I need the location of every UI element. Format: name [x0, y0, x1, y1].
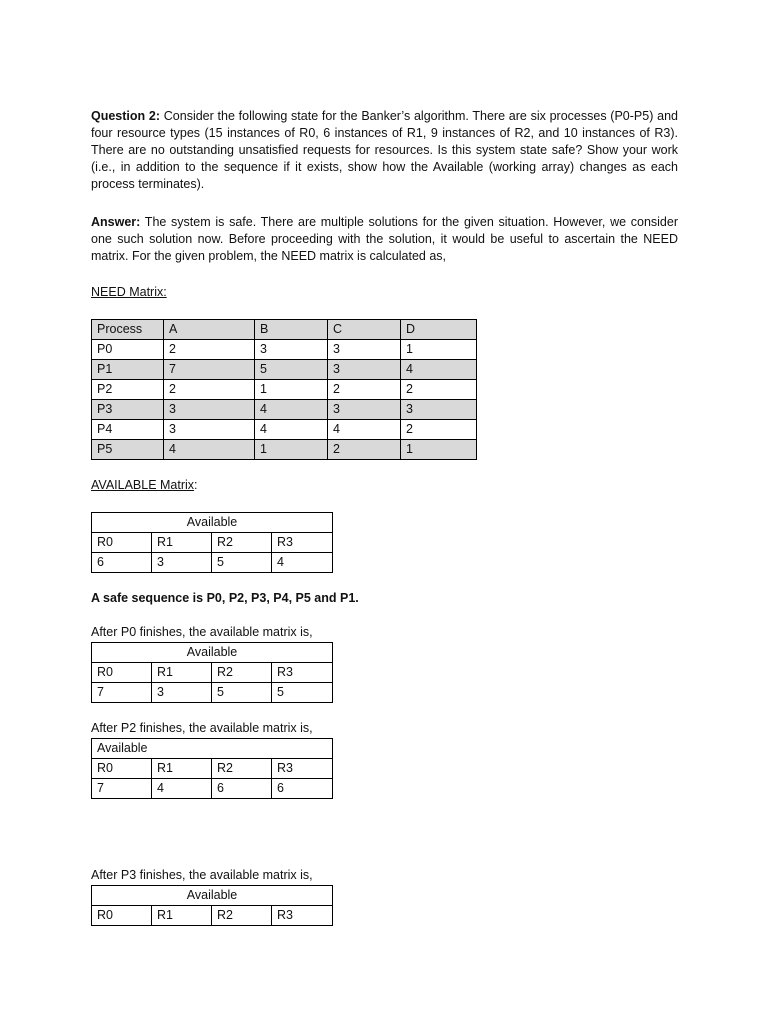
available-header-cell: R0 — [92, 759, 152, 779]
question-text: Consider the following state for the Banker’s algorithm. There are six processes (P0-P5) and four resource types (15 instances of R0, 6 instances of R1, 9 instances of R2, and 10 instances of R3). There are no outstanding unsatisfied requests for resources. Is this system state safe? Show your work (i.e., in addition to the sequence if it exists, show how the Available (working array) changes as each process terminates). — [91, 109, 678, 191]
available-header-cell: R3 — [272, 663, 333, 683]
available-header-cell: R2 — [212, 663, 272, 683]
available-table-after-p3 — [91, 885, 333, 926]
available-header-cell: R3 — [272, 533, 333, 553]
need-cell: P0 — [92, 340, 164, 360]
need-table-row — [92, 440, 477, 460]
available-title-row — [92, 513, 333, 533]
available-title: Available — [92, 739, 333, 759]
available-title-row — [92, 643, 333, 663]
need-table-row — [92, 360, 477, 380]
need-cell: 1 — [401, 340, 477, 360]
available-value-cell: 4 — [272, 553, 333, 573]
need-cell: P3 — [92, 400, 164, 420]
available-value-cell: 7 — [92, 779, 152, 799]
need-cell: 4 — [164, 440, 255, 460]
available-table-after-p2 — [91, 738, 333, 799]
need-cell: 4 — [255, 400, 328, 420]
need-header-cell: B — [255, 320, 328, 340]
available-value-cell: 6 — [92, 553, 152, 573]
available-header-cell: R0 — [92, 533, 152, 553]
question-label: Question 2: — [91, 109, 161, 123]
need-cell: 5 — [255, 360, 328, 380]
need-cell: 3 — [328, 360, 401, 380]
available-title-row — [92, 886, 333, 906]
available-header-cell: R0 — [92, 663, 152, 683]
available-header-cell: R1 — [152, 663, 212, 683]
safe-sequence-prefix: A safe sequence is — [91, 591, 207, 605]
available-title: Available — [92, 643, 333, 663]
need-cell: 3 — [255, 340, 328, 360]
need-cell: P4 — [92, 420, 164, 440]
need-cell: 4 — [328, 420, 401, 440]
need-cell: 2 — [401, 420, 477, 440]
need-matrix-table — [91, 319, 477, 460]
available-value-row — [92, 779, 333, 799]
available-header-cell: R2 — [212, 533, 272, 553]
answer-label: Answer: — [91, 215, 141, 229]
need-cell: 2 — [328, 380, 401, 400]
need-cell: 2 — [164, 340, 255, 360]
available-heading-text: AVAILABLE Matrix — [91, 478, 195, 492]
available-value-cell: 5 — [212, 553, 272, 573]
after-p0-caption: After P0 finishes, the available matrix is, — [91, 625, 313, 639]
available-header-cell: R1 — [152, 533, 212, 553]
available-title: Available — [92, 513, 333, 533]
available-header-cell: R0 — [92, 906, 152, 926]
available-value-cell: 3 — [152, 553, 212, 573]
available-header-row — [92, 906, 333, 926]
need-cell: 2 — [401, 380, 477, 400]
need-cell: 1 — [401, 440, 477, 460]
need-cell: P5 — [92, 440, 164, 460]
need-cell: 3 — [328, 400, 401, 420]
available-title-row — [92, 739, 333, 759]
need-cell: 2 — [164, 380, 255, 400]
after-p3-caption: After P3 finishes, the available matrix is, — [91, 868, 313, 882]
available-header-cell: R1 — [152, 906, 212, 926]
available-value-cell: 4 — [152, 779, 212, 799]
need-cell: 2 — [328, 440, 401, 460]
need-matrix-heading: NEED Matrix: — [91, 285, 167, 299]
available-value-cell: 7 — [92, 683, 152, 703]
answer-paragraph — [91, 214, 678, 265]
need-cell: 1 — [255, 440, 328, 460]
need-cell: P1 — [92, 360, 164, 380]
need-cell: 3 — [328, 340, 401, 360]
available-header-cell: R3 — [272, 759, 333, 779]
available-header-cell: R3 — [272, 906, 333, 926]
available-header-cell: R2 — [212, 906, 272, 926]
need-header-cell: D — [401, 320, 477, 340]
available-table-initial — [91, 512, 333, 573]
available-header-cell: R1 — [152, 759, 212, 779]
available-value-cell: 6 — [212, 779, 272, 799]
available-value-row — [92, 553, 333, 573]
need-header-cell: C — [328, 320, 401, 340]
question-paragraph — [91, 108, 678, 193]
available-value-cell: 5 — [272, 683, 333, 703]
need-cell: 3 — [401, 400, 477, 420]
available-heading-colon: : — [194, 478, 198, 492]
available-header-row — [92, 533, 333, 553]
need-table-row — [92, 380, 477, 400]
need-header-cell: Process — [92, 320, 164, 340]
available-matrix-heading — [91, 477, 198, 494]
available-table-after-p0 — [91, 642, 333, 703]
safe-sequence-value: P0, P2, P3, P4, P5 and P1. — [206, 591, 359, 605]
available-header-cell: R2 — [212, 759, 272, 779]
safe-sequence-line — [91, 590, 359, 607]
available-header-row — [92, 759, 333, 779]
available-value-cell: 6 — [272, 779, 333, 799]
answer-text: The system is safe. There are multiple solutions for the given situation. However, we consider one such solution now. Before proceeding with the solution, it would be useful to ascertain the NEED matrix. For the given problem, the NEED matrix is calculated as, — [91, 215, 678, 263]
after-p2-caption: After P2 finishes, the available matrix is, — [91, 721, 313, 735]
available-value-row — [92, 683, 333, 703]
need-cell: 1 — [255, 380, 328, 400]
need-cell: 7 — [164, 360, 255, 380]
need-table-row — [92, 340, 477, 360]
available-value-cell: 3 — [152, 683, 212, 703]
available-value-cell: 5 — [212, 683, 272, 703]
need-table-row — [92, 420, 477, 440]
need-cell: 3 — [164, 420, 255, 440]
need-table-row — [92, 400, 477, 420]
need-cell: 4 — [255, 420, 328, 440]
available-header-row — [92, 663, 333, 683]
available-title: Available — [92, 886, 333, 906]
need-cell: 4 — [401, 360, 477, 380]
need-cell: P2 — [92, 380, 164, 400]
need-header-row — [92, 320, 477, 340]
need-cell: 3 — [164, 400, 255, 420]
need-header-cell: A — [164, 320, 255, 340]
